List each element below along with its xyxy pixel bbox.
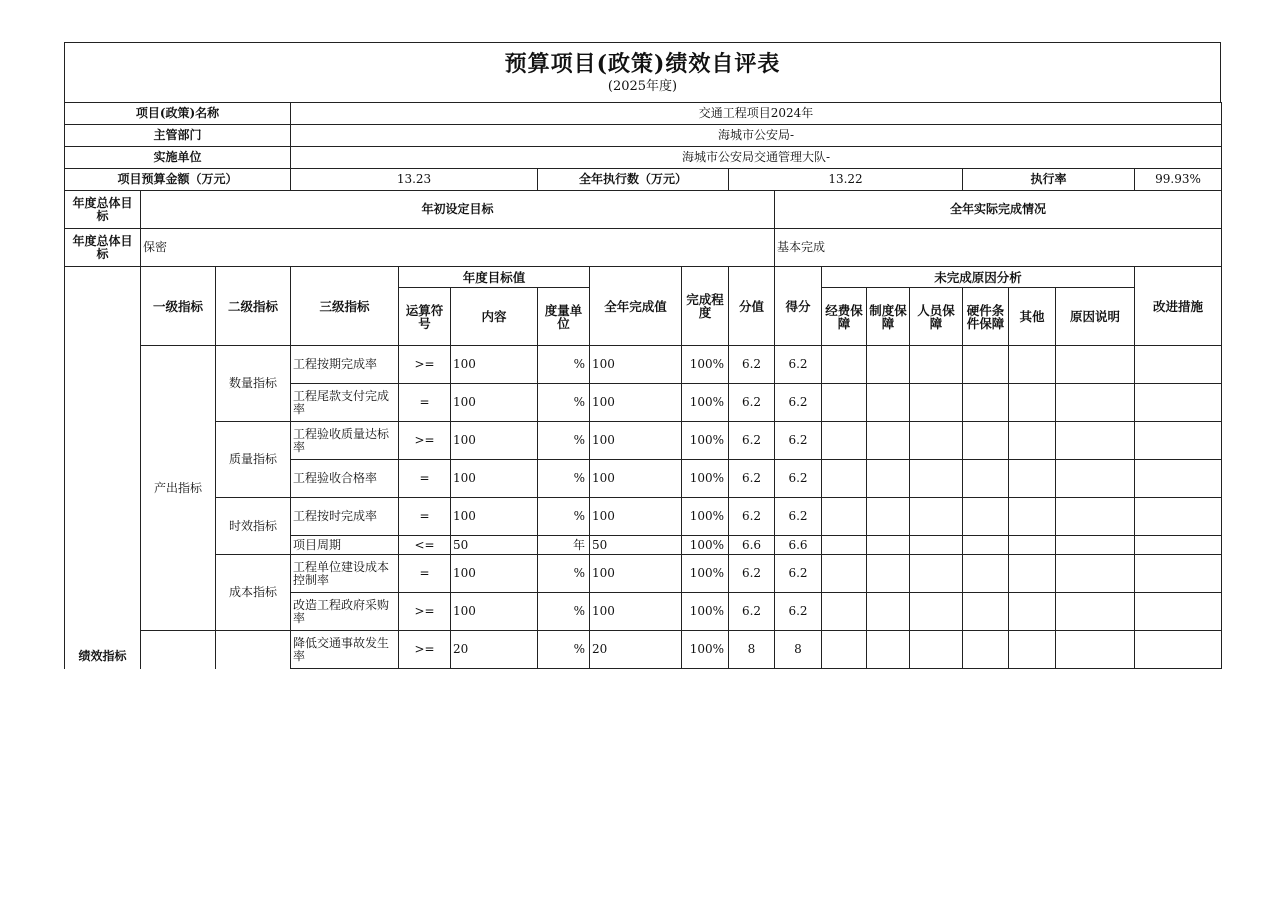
rate-label: 执行率 <box>963 169 1135 191</box>
row-value: 8 <box>729 631 775 669</box>
row-value: 6.6 <box>729 536 775 555</box>
row-score: 6.2 <box>775 555 822 593</box>
row-actual: 20 <box>590 631 682 669</box>
content-header: 内容 <box>451 288 538 346</box>
row-op: = <box>399 384 451 422</box>
project-name-label: 项目(政策)名称 <box>65 103 291 125</box>
row-degree: 100% <box>682 631 729 669</box>
row-value: 6.2 <box>729 384 775 422</box>
rate-value: 99.93% <box>1135 169 1222 191</box>
row-value: 6.2 <box>729 498 775 536</box>
dept-value: 海城市公安局- <box>291 125 1222 147</box>
row-unit: % <box>538 555 590 593</box>
row-unit: % <box>538 631 590 669</box>
row-op: >= <box>399 631 451 669</box>
row-op: >= <box>399 346 451 384</box>
actual-goal-value: 基本完成 <box>775 229 1222 267</box>
row-degree: 100% <box>682 422 729 460</box>
score-value-header: 分值 <box>729 267 775 346</box>
row-value: 6.2 <box>729 593 775 631</box>
quality-indicator-cell: 质量指标 <box>216 422 291 498</box>
row-name: 工程按时完成率 <box>291 498 399 536</box>
row-actual: 100 <box>590 460 682 498</box>
time-indicator-cell: 时效指标 <box>216 498 291 555</box>
table-row <box>65 346 1222 384</box>
row-score: 6.2 <box>775 384 822 422</box>
budget-value: 13.23 <box>291 169 538 191</box>
row-degree: 100% <box>682 346 729 384</box>
row-degree: 100% <box>682 460 729 498</box>
goal-header-label: 年度总体目标 <box>65 191 141 229</box>
row-actual: 100 <box>590 346 682 384</box>
row-name: 工程验收合格率 <box>291 460 399 498</box>
row-content: 100 <box>451 555 538 593</box>
reason-system-header: 制度保障 <box>867 288 910 346</box>
actual-header: 全年完成值 <box>590 267 682 346</box>
dept-label: 主管部门 <box>65 125 291 147</box>
row-actual: 100 <box>590 384 682 422</box>
row-actual: 100 <box>590 498 682 536</box>
page-title: 预算项目(政策)绩效自评表 <box>504 51 781 77</box>
row-degree: 100% <box>682 536 729 555</box>
title-box <box>64 42 1221 102</box>
unit-header: 度量单位 <box>538 288 590 346</box>
row-unit: % <box>538 384 590 422</box>
row-name: 降低交通事故发生率 <box>291 631 399 669</box>
table-row <box>65 498 1222 536</box>
table-row <box>65 422 1222 460</box>
row-actual: 100 <box>590 422 682 460</box>
row-content: 100 <box>451 384 538 422</box>
project-name-value: 交通工程项目2024年 <box>291 103 1222 125</box>
budget-label: 项目预算金额（万元） <box>65 169 291 191</box>
reason-other-header: 其他 <box>1009 288 1056 346</box>
row-score: 6.2 <box>775 498 822 536</box>
row-name: 工程验收质量达标率 <box>291 422 399 460</box>
row-value: 6.2 <box>729 555 775 593</box>
row-actual: 100 <box>590 593 682 631</box>
row-unit: % <box>538 346 590 384</box>
row-score: 6.2 <box>775 346 822 384</box>
cost-indicator-cell: 成本指标 <box>216 555 291 631</box>
row-unit: 年 <box>538 536 590 555</box>
row-value: 6.2 <box>729 460 775 498</box>
row-score: 6.2 <box>775 422 822 460</box>
score-header: 得分 <box>775 267 822 346</box>
reason-hardware-header: 硬件条件保障 <box>963 288 1009 346</box>
row-name: 改造工程政府采购率 <box>291 593 399 631</box>
row-unit: % <box>538 498 590 536</box>
target-group-header: 年度目标值 <box>399 267 590 288</box>
row-content: 20 <box>451 631 538 669</box>
unit-label: 实施单位 <box>65 147 291 169</box>
initial-goal-header: 年初设定目标 <box>141 191 775 229</box>
performance-sheet <box>64 42 1221 669</box>
reason-fund-header: 经费保障 <box>822 288 867 346</box>
row-degree: 100% <box>682 593 729 631</box>
row-actual: 50 <box>590 536 682 555</box>
row-name: 项目周期 <box>291 536 399 555</box>
exec-label: 全年执行数（万元） <box>538 169 729 191</box>
row-score: 6.2 <box>775 593 822 631</box>
row-score: 6.6 <box>775 536 822 555</box>
actual-goal-header: 全年实际完成情况 <box>775 191 1222 229</box>
row-score: 8 <box>775 631 822 669</box>
l2-header: 二级指标 <box>216 267 291 346</box>
initial-goal-value: 保密 <box>141 229 775 267</box>
table-row <box>65 631 1222 669</box>
row-op: >= <box>399 422 451 460</box>
row-op: >= <box>399 593 451 631</box>
row-unit: % <box>538 593 590 631</box>
table-row <box>65 555 1222 593</box>
row-content: 100 <box>451 460 538 498</box>
row-degree: 100% <box>682 555 729 593</box>
l1-header: 一级指标 <box>141 267 216 346</box>
row-degree: 100% <box>682 384 729 422</box>
reason-note-header: 原因说明 <box>1056 288 1135 346</box>
row-op: <= <box>399 536 451 555</box>
row-unit: % <box>538 422 590 460</box>
row-op: = <box>399 460 451 498</box>
row-name: 工程单位建设成本控制率 <box>291 555 399 593</box>
level2-cell-cut <box>216 631 291 669</box>
evaluation-table <box>64 102 1222 669</box>
perf-indicator-label: 绩效指标 <box>65 267 141 669</box>
row-op: = <box>399 555 451 593</box>
reason-staff-header: 人员保障 <box>910 288 963 346</box>
op-header: 运算符号 <box>399 288 451 346</box>
page-subtitle: (2025年度) <box>607 79 678 94</box>
row-name: 工程按期完成率 <box>291 346 399 384</box>
row-content: 50 <box>451 536 538 555</box>
row-content: 100 <box>451 346 538 384</box>
row-value: 6.2 <box>729 422 775 460</box>
quantity-indicator-cell: 数量指标 <box>216 346 291 422</box>
row-degree: 100% <box>682 498 729 536</box>
reason-group-header: 未完成原因分析 <box>822 267 1135 288</box>
row-unit: % <box>538 460 590 498</box>
exec-value: 13.22 <box>729 169 963 191</box>
row-content: 100 <box>451 498 538 536</box>
row-score: 6.2 <box>775 460 822 498</box>
degree-header: 完成程度 <box>682 267 729 346</box>
row-content: 100 <box>451 422 538 460</box>
level1-cell-cut <box>141 631 216 669</box>
improve-header: 改进措施 <box>1135 267 1222 346</box>
output-indicator-cell: 产出指标 <box>141 346 216 631</box>
l3-header: 三级指标 <box>291 267 399 346</box>
unit-value: 海城市公安局交通管理大队- <box>291 147 1222 169</box>
row-actual: 100 <box>590 555 682 593</box>
row-content: 100 <box>451 593 538 631</box>
goal-value-label: 年度总体目标 <box>65 229 141 267</box>
row-name: 工程尾款支付完成率 <box>291 384 399 422</box>
row-value: 6.2 <box>729 346 775 384</box>
row-op: = <box>399 498 451 536</box>
